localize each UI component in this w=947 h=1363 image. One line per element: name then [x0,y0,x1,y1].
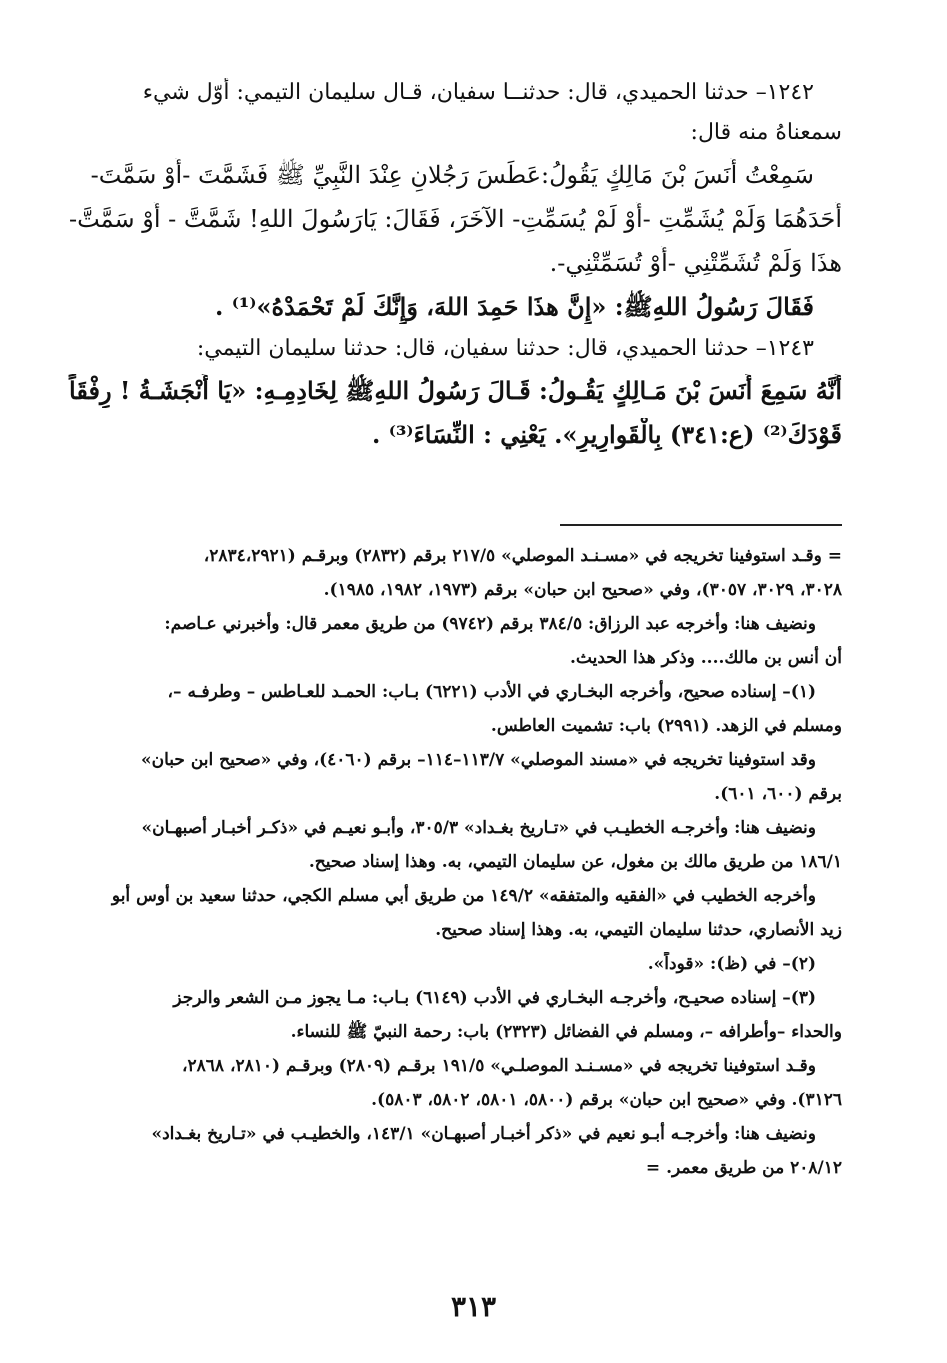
hadith-1242-heading-cont: سمعناهُ منه قال: [690,120,842,145]
footnote-3: (٣)– إسناده صحيـح، وأخرجـه البخـاري في الأدب (٦١٤٩) بـاب: مـا يجوز مـن الشعر والرجز [173,988,816,1008]
footnote-line: وقـد استوفينا تخريجه في «مسـنـد الموصلـي» ١٩١/٥ برقـم (٢٨٠٩) وبرقـم (٢٨١٠، ٢٨٦٨، [182,1056,816,1076]
footnote-line: ونضيف هنا: وأخرجـه أبـو نعيم في «ذكر أخبـار أصبهـان» ١٤٣/١، والخطيـب في «تـاريخ بغـداد» [151,1124,816,1144]
footnote-line: ٢٠٨/١٢ من طريق معمر. = [645,1158,842,1178]
hadith-1242-text-line-2: أَحَدَهُمَا وَلَمْ يُشَمِّتِ -أَوْ لَمْ يُسَمِّتِ- الآخَرَ، فَقَالَ: يَارَسُولَ اللهِ! شَمَّتَّ - أَوْ سَمَّتَّ- [69,205,842,233]
hadith-1242-heading: ١٢٤٢– حدثنا الحميدي، قال: حدثنــا سفيان، قـال سليمان التيمي: أوّل شيء [142,80,814,105]
hadith-1243-text-line-1: أَنَّهُ سَمِعَ أَنَسَ بْنَ مَـالِكٍ يَقُـولُ: قَـالَ رَسُولُ اللهِﷺ لِخَادِمِـهِ: «يَا أَنْجَشَـةُ ! رِفْقَاً [69,376,842,405]
footnote-line: أن أنس بن مالك.... وذكر هذا الحديث. [570,648,842,668]
footnote-divider [560,524,842,526]
footnote-line: ٣١٢٦). وفي «صحيح ابن حبان» برقم (٥٨٠٠، ٥٨٠١، ٥٨٠٢، ٥٨٠٣). [371,1090,842,1110]
hadith-1242-prophet-saying: فَقَالَ رَسُولُ اللهِﷺ: «إِنَّ هذَا حَمِدَ اللهَ، وَإِنَّكَ لَمْ تَحْمَدْهُ»⁽¹⁾ . [215,292,814,321]
footnote-1: (١)– إسناده صحيح، وأخرجه البخـاري في الأدب (٦٢٢١) بـاب: الحمـد للعـاطس – وطرفـه –، [167,682,816,702]
page-number: ٣١٣ [450,1290,497,1323]
footnote-line: ونضيف هنا: وأخرجه عبد الرزاق: ٣٨٤/٥ برقم (٩٧٤٢) من طريق معمر قال: وأخبرني عـاصم: [164,614,816,634]
footnote-line: زيد الأنصاري، حدثنا سليمان التيمي، به. وهذا إسناد صحيح. [435,920,842,940]
footnote-line: ونضيف هنا: وأخرجـه الخطيـب في «تـاريخ بغـداد» ٣٠٥/٣، وأبـو نعيـم في «ذكـر أخبـار أصبهـان» [141,818,816,838]
footnote-2: (٢)– في (ظ): «قوداً». [647,954,816,974]
footnote-line: والحداء –وأطرافه –، ومسلم في الفضائل (٢٣٢٣) باب: رحمة النبيّ ﷺ للنساء. [290,1022,842,1042]
footnotes [62,544,842,1190]
hadith-1242-text-line-1: سَمِعْتُ أَنَسَ بْنَ مَالِكٍ يَقُولُ:عَطَسَ رَجُلانِ عِنْدَ النَّبِيِّ ﷺ فَشَمَّتَ -أَوْ سَمَّتَ- [90,161,814,189]
hadith-1243-text-line-2: قَوْدَكَ⁽²⁾ (ع:٣٤١) بِالْقَوارِيرِ». يَعْنِي : النِّسَاءَ⁽³⁾ . [371,420,842,449]
footnote-line: ١٨٦/١ من طريق مالك بن مغول، عن سليمان التيمي، به. وهذا إسناد صحيح. [308,852,842,872]
footnote-line: وأخرجه الخطيب في «الفقيه والمتفقه» ١٤٩/٢ من طريق أبي مسلم الكجي، حدثنا سعيد بن أوس أبو [111,886,816,906]
footnote-line: ٣٠٢٨، ٣٠٢٩، ٣٠٥٧)، وفي «صحيح ابن حبان» برقم (١٩٧٣، ١٩٨٢، ١٩٨٥). [323,580,842,600]
footnote-line: ومسلم في الزهد. (٢٩٩١) باب: تشميت العاطس. [490,716,842,736]
hadith-1242-text-line-3: هذَا وَلَمْ تُشَمِّتْنِي -أَوْ تُسَمِّتْنِي-. [549,249,842,277]
footnote-line: = وقـد استوفينا تخريجه في «مسـنـد الموصلي» ٢١٧/٥ برقم (٢٨٣٢) وبرقـم (٢٨٣٤،٢٩٢١، [203,546,842,566]
hadith-1243-heading: ١٢٤٣– حدثنا الحميدي، قال: حدثنا سفيان، قال: حدثنا سليمان التيمي: [196,336,814,361]
footnote-line: برقم (٦٠٠، ٦٠١). [714,784,842,804]
main-text [62,78,842,462]
footnote-line: وقد استوفينا تخريجه في «مسند الموصلي» ١١٣/٧–١١٤– برقم (٤٠٦٠)، وفي «صحيح ابن حبان» [140,750,816,770]
